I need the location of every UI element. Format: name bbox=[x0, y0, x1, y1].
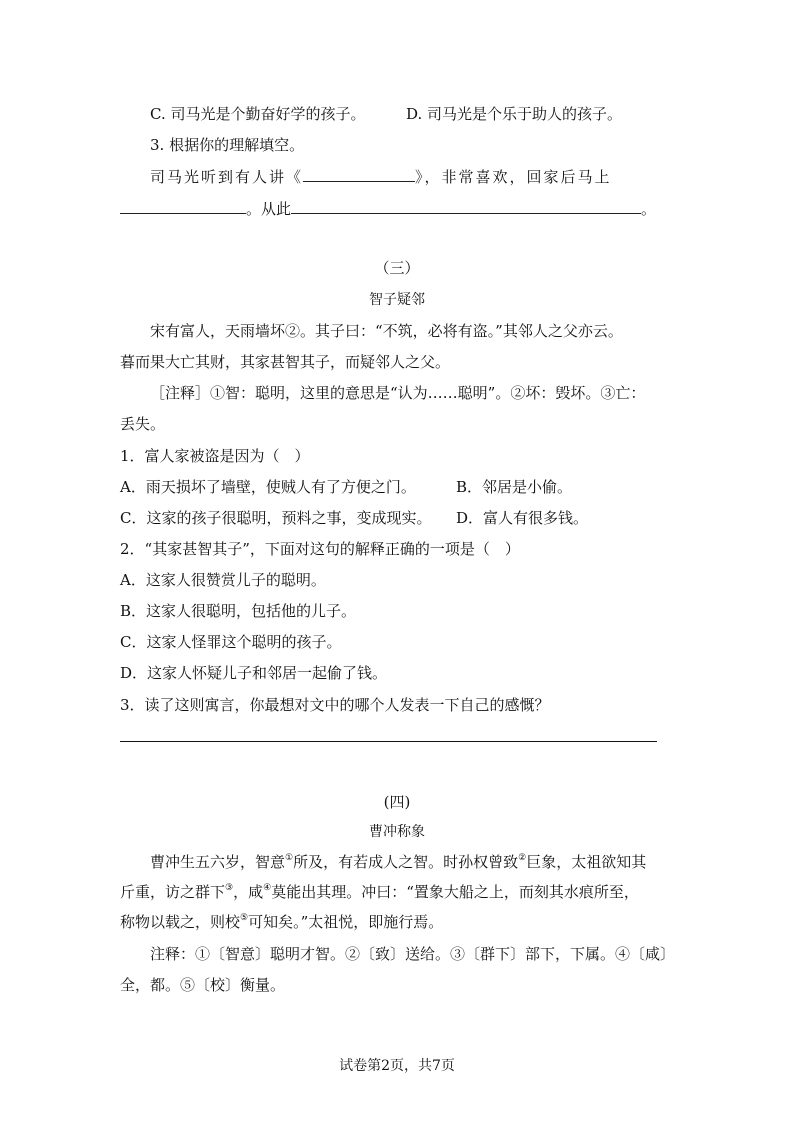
text-segment: ，咸 bbox=[233, 883, 264, 901]
text-segment: 斤重，访之群下 bbox=[120, 883, 226, 901]
text-segment: 称物以载之，则校 bbox=[120, 913, 241, 931]
q1-option-b: B．邻居是小偷。 bbox=[456, 478, 573, 496]
question-3: 3. 根据你的理解填空。 bbox=[150, 136, 305, 154]
option-d: D. 司马光是个乐于助人的孩子。 bbox=[406, 105, 623, 123]
annotation-4-line-1: 注释：①〔智意〕聪明才智。②〔致〕送给。③〔群下〕部下，下属。④〔咸〕 bbox=[150, 945, 676, 963]
question-1: 1．富人家被盗是因为（ ） bbox=[120, 447, 310, 465]
text-segment: 可知矣。”太祖悦，即施行焉。 bbox=[248, 913, 444, 931]
q1-option-c: C．这家的孩子很聪明，预料之事，变成现实。 bbox=[120, 509, 432, 527]
footnote-marker-5: ⑤ bbox=[240, 913, 249, 923]
passage-4-line-2 bbox=[120, 882, 639, 902]
fill-text-d: 。 bbox=[641, 200, 657, 218]
blank-book-title[interactable] bbox=[303, 165, 415, 182]
page-footer: 试卷第2页，共7页 bbox=[339, 1058, 455, 1074]
footnote-marker-1: ① bbox=[285, 853, 294, 863]
blank-action[interactable] bbox=[120, 197, 246, 214]
q1-option-d: D．富人有很多钱。 bbox=[456, 509, 589, 527]
passage-line-2: 暮而果大亡其财，其家甚智其子，而疑邻人之父。 bbox=[120, 353, 451, 371]
passage-4-line-1 bbox=[150, 852, 646, 872]
fill-text-a: 司马光听到有人讲《 bbox=[150, 168, 304, 186]
q2-option-b: B．这家人很聪明，包括他的儿子。 bbox=[120, 602, 357, 620]
annotation-4-line-2: 全，都。⑤〔校〕衡量。 bbox=[120, 976, 286, 994]
passage-4-line-3 bbox=[120, 912, 443, 932]
question-2: 2．“其家甚智其子”，下面对这句的解释正确的一项是（ ） bbox=[120, 540, 520, 558]
section-3-heading: （三） bbox=[374, 259, 420, 277]
annotation-line-1: ［注释］①智：聪明，这里的意思是“认为……聪明”。②坏：毁坏。③亡： bbox=[150, 384, 646, 402]
text-segment: 所及，有若成人之智。时孙权曾致 bbox=[293, 853, 519, 871]
fill-text-c: 。从此 bbox=[246, 200, 292, 218]
section-3-title: 智子疑邻 bbox=[369, 292, 425, 308]
fill-text-b: 》，非常喜欢，回家后马上 bbox=[415, 168, 612, 186]
answer-line[interactable] bbox=[120, 741, 657, 742]
footnote-marker-2: ② bbox=[518, 853, 527, 863]
q2-option-d: D．这家人怀疑儿子和邻居一起偷了钱。 bbox=[120, 664, 388, 682]
q2-option-c: C．这家人怪罪这个聪明的孩子。 bbox=[120, 633, 342, 651]
fill-line-2 bbox=[120, 197, 656, 219]
q1-option-a: A．雨天损坏了墙壁，使贼人有了方便之门。 bbox=[120, 478, 416, 496]
blank-result[interactable] bbox=[291, 197, 641, 214]
q2-option-a: A．这家人很赞赏儿子的聪明。 bbox=[120, 571, 326, 589]
text-segment: 曹冲生五六岁，智意 bbox=[150, 853, 286, 871]
footnote-marker-4: ④ bbox=[263, 883, 272, 893]
passage-line-1: 宋有富人，天雨墙坏②。其子曰：“不筑，必将有盗。”其邻人之父亦云。 bbox=[150, 322, 623, 340]
question-3-reflection: 3．读了这则寓言，你最想对文中的哪个人发表一下自己的感慨？ bbox=[120, 696, 550, 714]
fill-line-1 bbox=[150, 165, 612, 187]
section-4-title: 曹冲称象 bbox=[369, 824, 425, 840]
text-segment: 莫能出其理。冲曰：“置象大船之上，而刻其水痕所至， bbox=[271, 883, 639, 901]
section-4-heading: (四) bbox=[383, 793, 411, 811]
annotation-line-2: 丢失。 bbox=[120, 415, 166, 433]
option-c: C. 司马光是个勤奋好学的孩子。 bbox=[150, 105, 366, 123]
text-segment: 巨象，太祖欲知其 bbox=[526, 853, 647, 871]
footnote-marker-3: ③ bbox=[225, 883, 234, 893]
